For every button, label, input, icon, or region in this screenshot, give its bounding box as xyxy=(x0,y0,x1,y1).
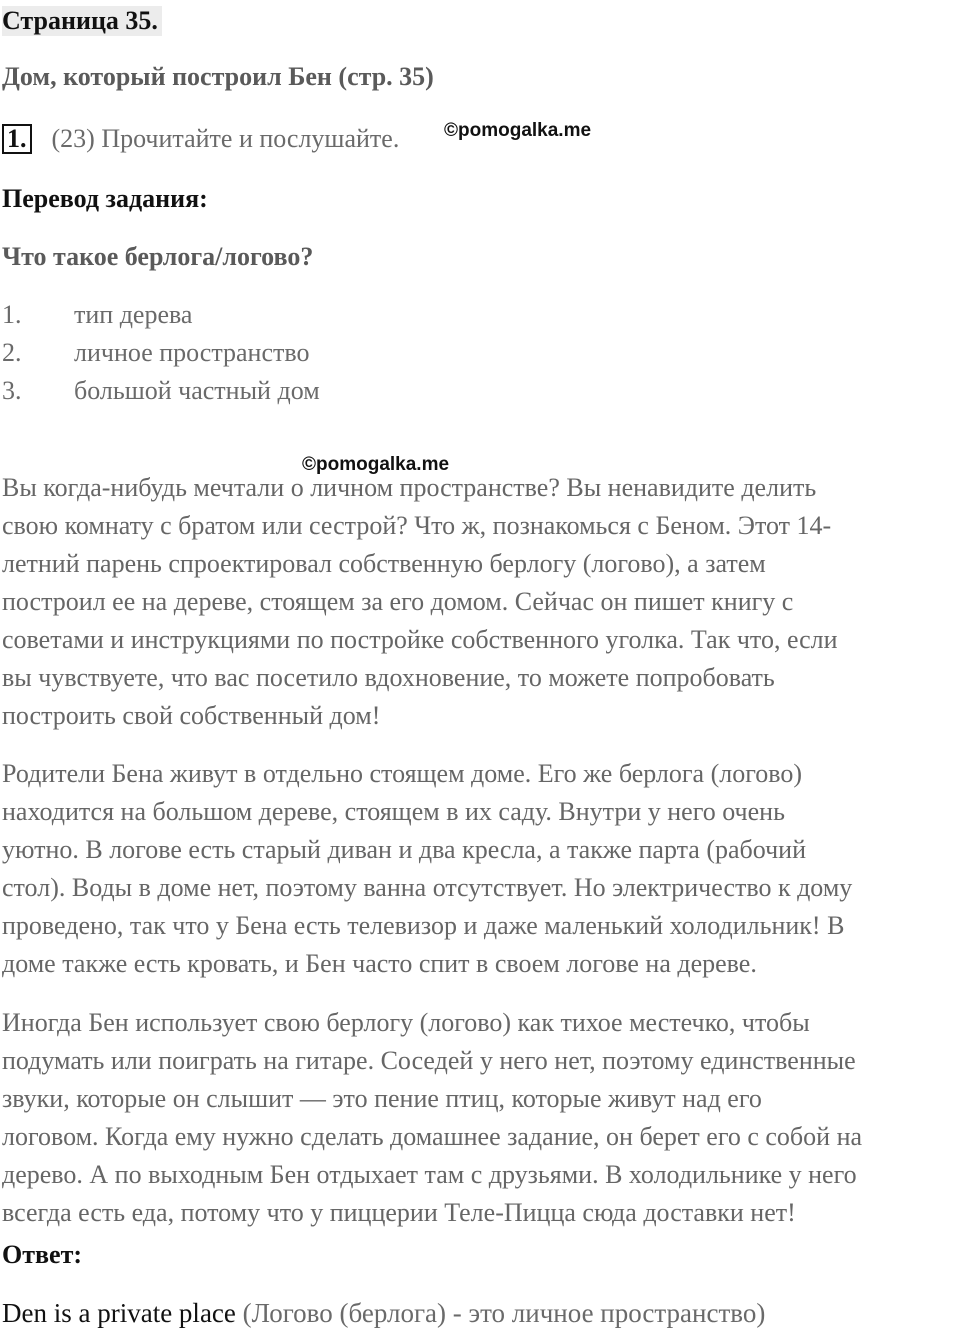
paragraph-line: всегда есть еда, потому что у пиццерии Теле-Пицца сюда доставки нет! xyxy=(2,1198,796,1227)
paragraph-line: Иногда Бен использует свою берлогу (логово) как тихое местечко, чтобы xyxy=(2,1008,810,1037)
paragraph-line: построить свой собственный дом! xyxy=(2,701,381,730)
paragraph xyxy=(2,755,960,983)
option-item xyxy=(2,300,192,330)
answer-english: Den is a private place xyxy=(2,1298,236,1328)
task-text: (23) Прочитайте и послушайте. xyxy=(51,124,400,153)
section-title: Дом, который построил Бен (стр. 35) xyxy=(2,62,434,91)
paragraph-line: логовом. Когда ему нужно сделать домашнее задание, он берет его с собой на xyxy=(2,1122,863,1151)
paragraph-line: дерево. А по выходным Бен отдыхает там с друзьями. В холодильнике у него xyxy=(2,1160,857,1189)
paragraph xyxy=(2,469,960,735)
paragraph-line: находится на большом дереве, стоящем в их саду. Внутри у него очень xyxy=(2,797,785,826)
paragraph xyxy=(2,1004,960,1232)
option-text: тип дерева xyxy=(74,300,193,329)
task-number-box: 1. xyxy=(2,124,32,154)
paragraph-line: летний парень спроектировал собственную берлогу (логово), а затем xyxy=(2,549,766,578)
option-text: личное пространство xyxy=(74,338,310,367)
paragraph-line: построил ее на дереве, стоящем за его домом. Сейчас он пишет книгу с xyxy=(2,587,794,616)
task-line xyxy=(2,124,399,154)
option-number: 3. xyxy=(2,376,22,405)
answer-russian: (Логово (берлога) - это личное пространство) xyxy=(235,1298,766,1328)
paragraph-line: советами и инструкциями по постройке собственного уголка. Так что, если xyxy=(2,625,838,654)
paragraph-line: проведено, так что у Бена есть телевизор и даже маленький холодильник! В xyxy=(2,911,845,940)
paragraph-line: свою комнату с братом или сестрой? Что ж, познакомься с Беном. Этот 14- xyxy=(2,511,832,540)
paragraph-line: звуки, которые он слышит — это пение птиц, которые живут над его xyxy=(2,1084,762,1113)
paragraph-line: Вы когда-нибудь мечтали о личном пространстве? Вы ненавидите делить xyxy=(2,473,817,502)
option-item xyxy=(2,338,309,368)
watermark: ©pomogalka.me xyxy=(302,454,450,475)
paragraph-line: подумать или поиграть на гитаре. Соседей у него нет, поэтому единственные xyxy=(2,1046,856,1075)
answer-label: Ответ: xyxy=(2,1240,83,1269)
option-number: 1. xyxy=(2,300,22,329)
translation-heading: Перевод задания: xyxy=(2,184,208,213)
watermark: ©pomogalka.me xyxy=(444,120,592,141)
option-number: 2. xyxy=(2,338,22,367)
option-item xyxy=(2,376,320,406)
question-heading: Что такое берлога/логово? xyxy=(2,242,314,271)
paragraph-line: доме также есть кровать, и Бен часто спит в своем логове на дереве. xyxy=(2,949,757,978)
paragraph-line: стол). Воды в доме нет, поэтому ванна отсутствует. Но электричество к дому xyxy=(2,873,853,902)
paragraph-line: уютно. В логове есть старый диван и два кресла, а также парта (рабочий xyxy=(2,835,807,864)
answer-line xyxy=(2,1298,765,1328)
paragraph-line: Родители Бена живут в отдельно стоящем доме. Его же берлога (логово) xyxy=(2,759,803,788)
paragraph-line: вы чувствуете, что вас посетило вдохновение, то можете попробовать xyxy=(2,663,775,692)
page-title: Страница 35. xyxy=(2,6,162,36)
option-text: большой частный дом xyxy=(74,376,320,405)
